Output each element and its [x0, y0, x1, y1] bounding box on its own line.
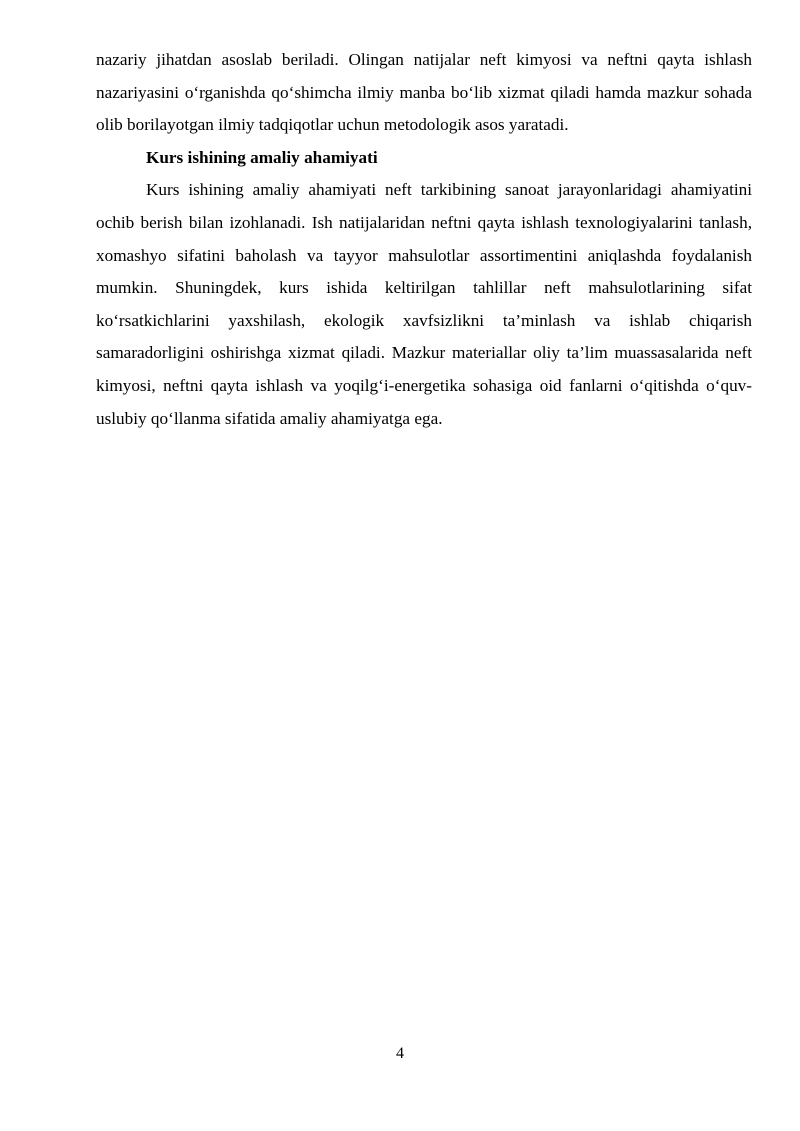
page-number: 4: [396, 1045, 404, 1062]
section-heading: Kurs ishining amaliy ahamiyati: [146, 147, 378, 167]
page-content: [96, 44, 752, 435]
paragraph-continuation: nazariy jihatdan asoslab beriladi. Olingan natijalar neft kimyosi va neftni qayta ishlash nazariyasini o‘rganishda qo‘shimcha ilmiy manba bo‘lib xizmat qiladi hamda mazkur sohada olib borilayotgan ilmiy tadqiqotlar uchun metodologik asos yaratadi.: [96, 50, 752, 135]
paragraph-practical-significance: Kurs ishining amaliy ahamiyati neft tarkibining sanoat jarayonlaridagi ahamiyatini ochib berish bilan izohlanadi. Ish natijalaridan neftni qayta ishlash texnologiyalarini tanlash, xomashyo sifatini baholash va tayyor mahsulotlar assortimentini aniqlashda foydalanish mumkin. Shuningdek, kurs ishida keltirilgan tahlillar neft mahsulotlarining sifat ko‘rsatkichlarini yaxshilash, ekologik xavfsizlikni ta’minlash va ishlab chiqarish samaradorligini oshirishga xizmat qiladi. Mazkur materiallar oliy ta’lim muassasalarida neft kimyosi, neftni qayta ishlash va yoqilg‘i-energetika sohasiga oid fanlarni o‘qitishda o‘quv-uslubiy qo‘llanma sifatida amaliy ahamiyatga ega.: [96, 180, 752, 428]
